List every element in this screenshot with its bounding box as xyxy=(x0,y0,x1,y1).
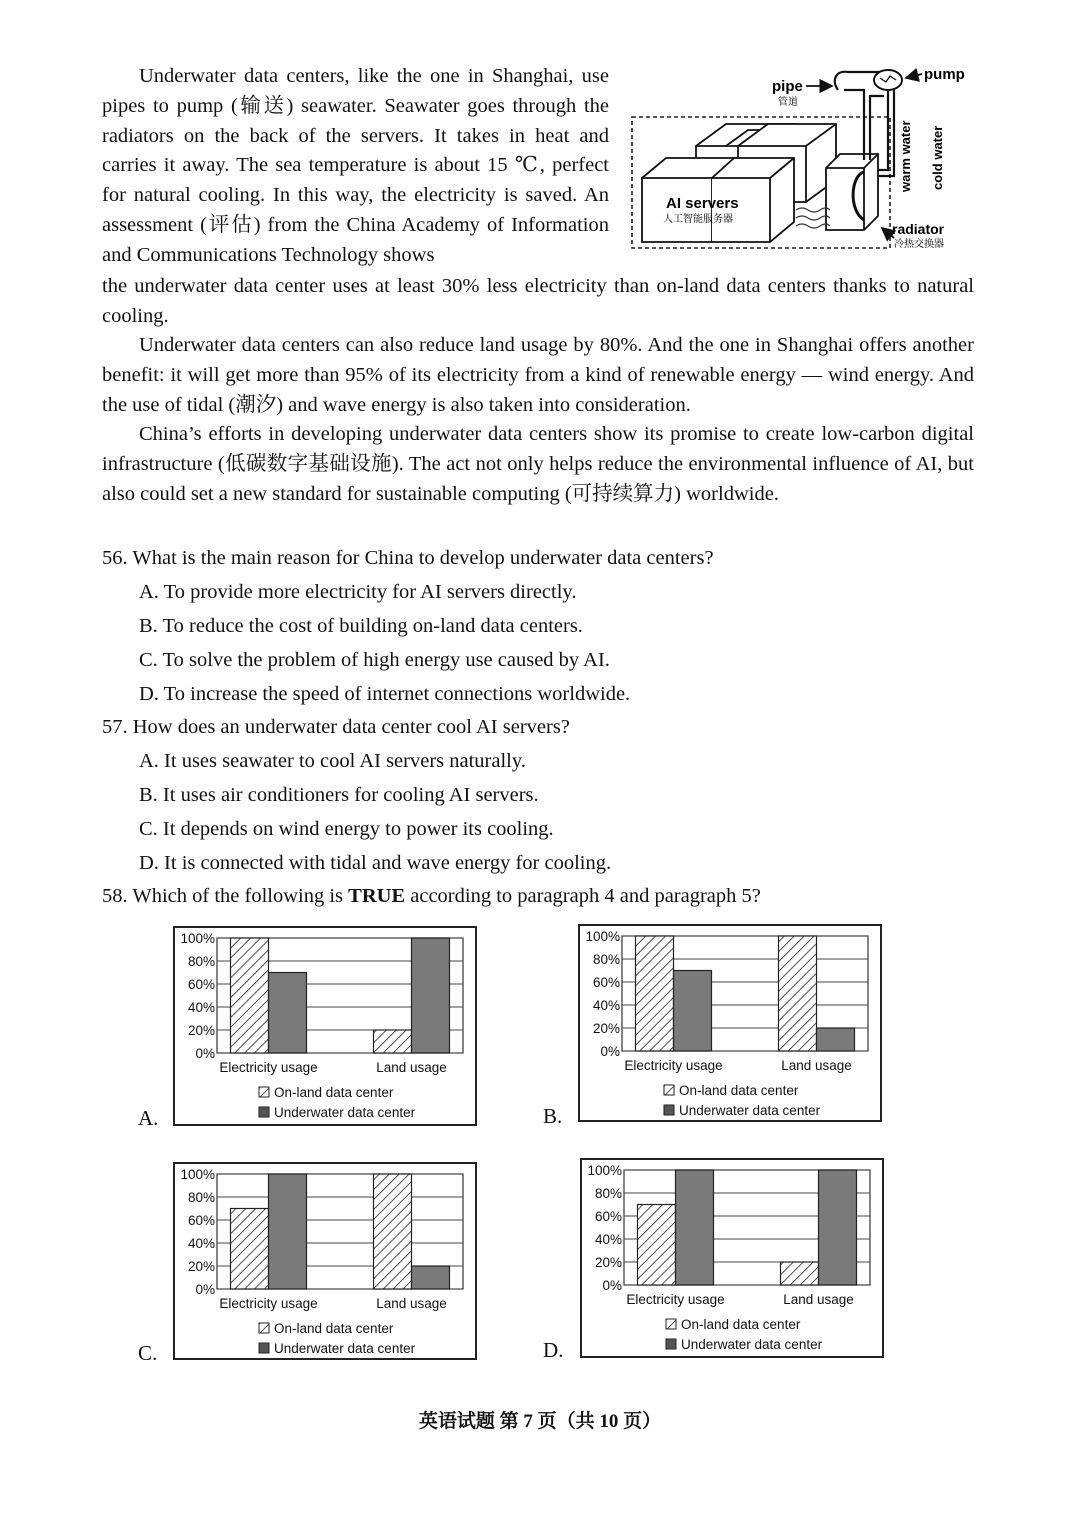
y-tick-label: 60% xyxy=(594,1209,622,1224)
question-57-stem: 57. How does an underwater data center cool AI servers? xyxy=(102,716,570,738)
y-tick-label: 20% xyxy=(592,1021,620,1036)
question-56-option-a: A. To provide more electricity for AI servers directly. xyxy=(139,581,577,603)
legend-label: Underwater data center xyxy=(679,1103,821,1118)
bar-underwater xyxy=(674,971,712,1052)
chart-letter-c: C. xyxy=(138,1341,158,1365)
bar-on-land xyxy=(636,936,674,1051)
y-tick-label: 0% xyxy=(600,1044,620,1059)
chart-c xyxy=(173,1162,477,1360)
legend-label: Underwater data center xyxy=(274,1341,416,1356)
question-58-prefix: 58. Which of the following is xyxy=(102,885,349,907)
question-57-option-d: D. It is connected with tidal and wave energy for cooling. xyxy=(139,852,612,874)
y-tick-label: 100% xyxy=(587,1163,622,1178)
y-tick-label: 20% xyxy=(594,1255,622,1270)
legend-label: On-land data center xyxy=(274,1321,394,1336)
chart-letter-b: B. xyxy=(543,1104,563,1128)
bar-on-land xyxy=(374,1030,412,1053)
legend-label: Underwater data center xyxy=(681,1337,823,1352)
pump-icon xyxy=(874,70,902,90)
y-tick-label: 100% xyxy=(585,929,620,944)
chart-a xyxy=(173,926,477,1126)
legend-label: Underwater data center xyxy=(274,1105,416,1120)
bar-on-land xyxy=(779,936,817,1051)
x-tick-label: Land usage xyxy=(783,1292,854,1307)
label-ai-servers: AI servers xyxy=(666,195,739,212)
question-57-option-a: A. It uses seawater to cool AI servers naturally. xyxy=(139,750,526,772)
question-56-option-b: B. To reduce the cost of building on-land data centers. xyxy=(139,615,583,637)
y-tick-label: 40% xyxy=(592,998,620,1013)
legend-label: On-land data center xyxy=(679,1083,799,1098)
legend-label: On-land data center xyxy=(681,1317,801,1332)
paragraph-2: Underwater data centers can also reduce land usage by 80%. And the one in Shanghai offers another benefit: it will get more than 95% of its electricity from a kind of renewable energy — wind energy. And the use of tidal (潮汐) and wave energy is also taken into consideration. xyxy=(102,334,974,416)
bar-on-land xyxy=(231,938,269,1053)
y-tick-label: 40% xyxy=(187,1000,215,1015)
cooling-diagram xyxy=(626,60,976,260)
y-tick-label: 0% xyxy=(602,1278,622,1293)
legend-swatch xyxy=(664,1085,674,1095)
label-pipe-cn: 管道 xyxy=(778,97,798,108)
y-tick-label: 80% xyxy=(594,1186,622,1201)
y-tick-label: 80% xyxy=(187,1190,215,1205)
bar-underwater xyxy=(269,1174,307,1289)
legend-swatch xyxy=(259,1107,269,1117)
legend-swatch xyxy=(666,1319,676,1329)
bar-underwater xyxy=(676,1170,714,1285)
chart-d xyxy=(580,1158,884,1358)
y-tick-label: 100% xyxy=(180,931,215,946)
bar-underwater xyxy=(269,973,307,1054)
bar-underwater xyxy=(819,1170,857,1285)
paragraph-1-top: Underwater data centers, like the one in Shanghai, use pipes to pump (输送) seawater. Seawater goes through the radiators on the back of the servers. It takes in heat and carries it away. The sea temperature is about 15 ℃, perfect for natural cooling. In this way, the electricity is saved. An assessment (评估) from the China Academy of Information and Communications Technology shows xyxy=(102,65,609,266)
legend-swatch xyxy=(259,1343,269,1353)
question-58-stem xyxy=(102,883,761,909)
chart-b xyxy=(578,924,882,1122)
legend-swatch xyxy=(259,1087,269,1097)
bar-on-land xyxy=(231,1209,269,1290)
paragraph-3: China’s efforts in developing underwater data centers show its promise to create low-carbon digital infrastructure (低碳数字基础设施). The act not only helps reduce the environmental influence of AI, but also could set a new standard for sustainable computing (可持续算力) worldwide. xyxy=(102,423,974,505)
bar-underwater xyxy=(817,1028,855,1051)
bar-underwater xyxy=(412,938,450,1053)
y-tick-label: 60% xyxy=(187,1213,215,1228)
legend-label: On-land data center xyxy=(274,1085,394,1100)
bar-on-land xyxy=(781,1262,819,1285)
y-tick-label: 100% xyxy=(180,1167,215,1182)
x-tick-label: Land usage xyxy=(781,1058,852,1073)
bar-on-land xyxy=(374,1174,412,1289)
chart-letter-a: A. xyxy=(138,1106,159,1130)
bar-on-land xyxy=(638,1205,676,1286)
y-tick-label: 20% xyxy=(187,1259,215,1274)
y-tick-label: 20% xyxy=(187,1023,215,1038)
paragraph-1-bottom: the underwater data center uses at least 30% less electricity than on-land data centers thanks to natural cooling. xyxy=(102,275,974,327)
label-ai-servers-cn: 人工智能服务器 xyxy=(663,214,733,225)
question-57-option-c: C. It depends on wind energy to power its cooling. xyxy=(139,818,554,840)
label-pump: pump xyxy=(924,66,965,83)
x-tick-label: Electricity usage xyxy=(219,1296,318,1311)
legend-swatch xyxy=(259,1323,269,1333)
x-tick-label: Electricity usage xyxy=(624,1058,723,1073)
y-tick-label: 40% xyxy=(187,1236,215,1251)
bar-underwater xyxy=(412,1266,450,1289)
y-tick-label: 80% xyxy=(187,954,215,969)
label-pipe: pipe xyxy=(772,78,803,95)
y-tick-label: 0% xyxy=(195,1282,215,1297)
y-tick-label: 60% xyxy=(187,977,215,992)
x-tick-label: Electricity usage xyxy=(219,1060,318,1075)
chart-letter-d: D. xyxy=(543,1338,564,1362)
y-tick-label: 60% xyxy=(592,975,620,990)
x-tick-label: Land usage xyxy=(376,1060,447,1075)
question-57-option-b: B. It uses air conditioners for cooling AI servers. xyxy=(139,784,539,806)
x-tick-label: Electricity usage xyxy=(626,1292,725,1307)
legend-swatch xyxy=(666,1339,676,1349)
y-tick-label: 40% xyxy=(594,1232,622,1247)
y-tick-label: 80% xyxy=(592,952,620,967)
y-tick-label: 0% xyxy=(195,1046,215,1061)
question-58-suffix: according to paragraph 4 and paragraph 5? xyxy=(405,885,761,907)
label-radiator-cn: 冷热交换器 xyxy=(894,239,944,250)
x-tick-label: Land usage xyxy=(376,1296,447,1311)
question-56-stem: 56. What is the main reason for China to develop underwater data centers? xyxy=(102,547,714,569)
label-cold-water: cold water xyxy=(930,125,945,190)
question-56-option-c: C. To solve the problem of high energy use caused by AI. xyxy=(139,649,610,671)
legend-swatch xyxy=(664,1105,674,1115)
question-58-bold: TRUE xyxy=(348,885,406,907)
label-radiator: radiator xyxy=(892,221,945,237)
label-warm-water: warm water xyxy=(898,120,913,192)
heat-lines xyxy=(796,208,830,228)
question-56-option-d: D. To increase the speed of internet connections worldwide. xyxy=(139,683,631,705)
page-footer: 英语试题 第 7 页（共 10 页） xyxy=(418,1411,662,1432)
